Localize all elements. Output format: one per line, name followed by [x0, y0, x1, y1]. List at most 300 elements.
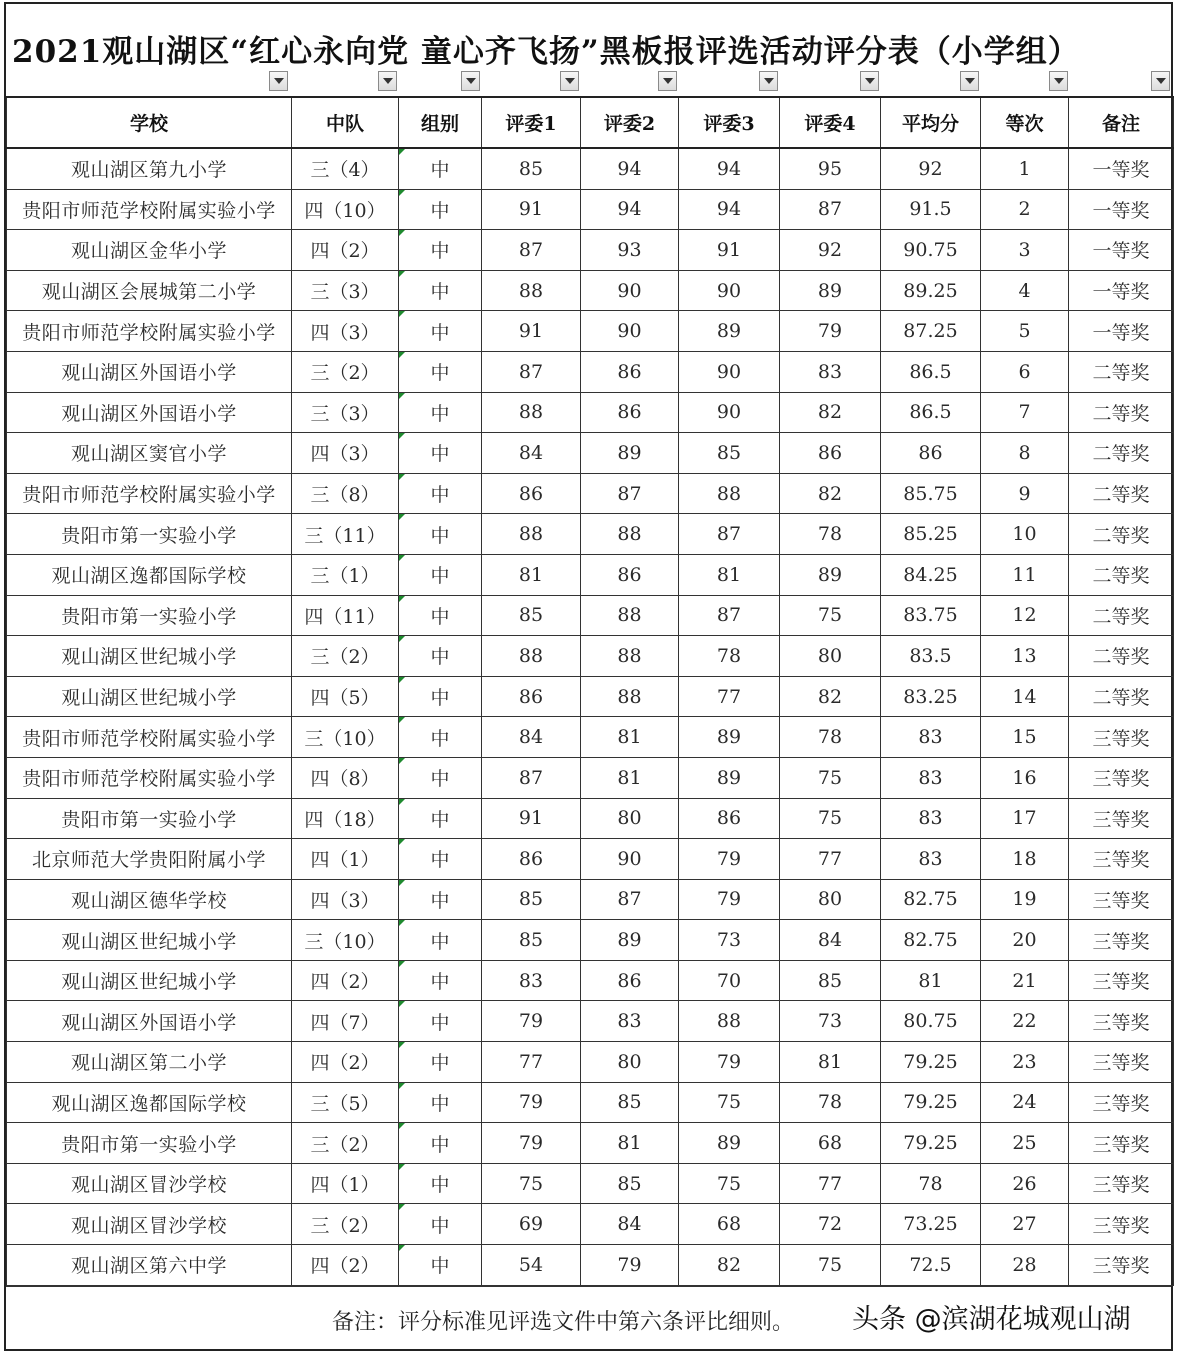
average-score-cell[interactable]: 79.25 — [881, 1123, 981, 1164]
judge4-score-cell[interactable]: 85 — [780, 960, 881, 1001]
award-cell[interactable]: 二等奖 — [1069, 636, 1174, 677]
squad-cell[interactable]: 三（10） — [292, 920, 399, 961]
group-cell[interactable]: 中 — [399, 148, 482, 189]
squad-cell[interactable]: 三（10） — [292, 717, 399, 758]
squad-cell[interactable]: 三（3） — [292, 270, 399, 311]
filter-dropdown-judge3[interactable] — [759, 71, 778, 91]
school-cell[interactable]: 贵阳市师范学校附属实验小学 — [7, 311, 292, 352]
rank-cell[interactable]: 10 — [981, 514, 1069, 555]
judge3-score-cell[interactable]: 87 — [679, 514, 780, 555]
judge3-score-cell[interactable]: 89 — [679, 757, 780, 798]
judge3-score-cell[interactable]: 68 — [679, 1204, 780, 1245]
award-cell[interactable]: 三等奖 — [1069, 920, 1174, 961]
judge3-score-cell[interactable]: 79 — [679, 879, 780, 920]
group-cell[interactable]: 中 — [399, 960, 482, 1001]
column-header-squad[interactable]: 中队 — [292, 97, 399, 148]
column-header-average[interactable]: 平均分 — [881, 97, 981, 148]
average-score-cell[interactable]: 83 — [881, 717, 981, 758]
group-cell[interactable]: 中 — [399, 1001, 482, 1042]
school-cell[interactable]: 贵阳市第一实验小学 — [7, 595, 292, 636]
judge2-score-cell[interactable]: 89 — [581, 433, 679, 474]
rank-cell[interactable]: 3 — [981, 230, 1069, 271]
rank-cell[interactable]: 6 — [981, 351, 1069, 392]
average-score-cell[interactable]: 83 — [881, 839, 981, 880]
judge3-score-cell[interactable]: 90 — [679, 392, 780, 433]
filter-dropdown-group[interactable] — [461, 71, 480, 91]
judge1-score-cell[interactable]: 86 — [482, 839, 581, 880]
rank-cell[interactable]: 18 — [981, 839, 1069, 880]
average-score-cell[interactable]: 83 — [881, 798, 981, 839]
judge1-score-cell[interactable]: 88 — [482, 636, 581, 677]
average-score-cell[interactable]: 73.25 — [881, 1204, 981, 1245]
squad-cell[interactable]: 四（10） — [292, 189, 399, 230]
judge3-score-cell[interactable]: 86 — [679, 798, 780, 839]
school-cell[interactable]: 观山湖区外国语小学 — [7, 1001, 292, 1042]
school-cell[interactable]: 观山湖区会展城第二小学 — [7, 270, 292, 311]
average-score-cell[interactable]: 83.25 — [881, 676, 981, 717]
school-cell[interactable]: 观山湖区金华小学 — [7, 230, 292, 271]
judge3-score-cell[interactable]: 77 — [679, 676, 780, 717]
judge1-score-cell[interactable]: 88 — [482, 392, 581, 433]
judge4-score-cell[interactable]: 75 — [780, 595, 881, 636]
judge1-score-cell[interactable]: 85 — [482, 148, 581, 189]
school-cell[interactable]: 贵阳市师范学校附属实验小学 — [7, 717, 292, 758]
average-score-cell[interactable]: 80.75 — [881, 1001, 981, 1042]
rank-cell[interactable]: 17 — [981, 798, 1069, 839]
award-cell[interactable]: 三等奖 — [1069, 717, 1174, 758]
rank-cell[interactable]: 11 — [981, 554, 1069, 595]
judge3-score-cell[interactable]: 79 — [679, 839, 780, 880]
squad-cell[interactable]: 四（3） — [292, 433, 399, 474]
rank-cell[interactable]: 13 — [981, 636, 1069, 677]
judge3-score-cell[interactable]: 73 — [679, 920, 780, 961]
award-cell[interactable]: 三等奖 — [1069, 1042, 1174, 1083]
squad-cell[interactable]: 四（1） — [292, 1163, 399, 1204]
judge1-score-cell[interactable]: 79 — [482, 1123, 581, 1164]
school-cell[interactable]: 贵阳市第一实验小学 — [7, 798, 292, 839]
judge4-score-cell[interactable]: 95 — [780, 148, 881, 189]
school-cell[interactable]: 观山湖区德华学校 — [7, 879, 292, 920]
filter-dropdown-judge2[interactable] — [658, 71, 677, 91]
average-score-cell[interactable]: 79.25 — [881, 1082, 981, 1123]
rank-cell[interactable]: 15 — [981, 717, 1069, 758]
school-cell[interactable]: 观山湖区逸都国际学校 — [7, 554, 292, 595]
filter-dropdown-judge1[interactable] — [560, 71, 579, 91]
judge3-score-cell[interactable]: 75 — [679, 1082, 780, 1123]
average-score-cell[interactable]: 84.25 — [881, 554, 981, 595]
award-cell[interactable]: 一等奖 — [1069, 311, 1174, 352]
judge3-score-cell[interactable]: 70 — [679, 960, 780, 1001]
judge1-score-cell[interactable]: 91 — [482, 189, 581, 230]
group-cell[interactable]: 中 — [399, 554, 482, 595]
filter-dropdown-average[interactable] — [960, 71, 979, 91]
award-cell[interactable]: 二等奖 — [1069, 514, 1174, 555]
group-cell[interactable]: 中 — [399, 189, 482, 230]
judge4-score-cell[interactable]: 82 — [780, 392, 881, 433]
group-cell[interactable]: 中 — [399, 676, 482, 717]
judge2-score-cell[interactable]: 88 — [581, 676, 679, 717]
judge1-score-cell[interactable]: 81 — [482, 554, 581, 595]
rank-cell[interactable]: 4 — [981, 270, 1069, 311]
rank-cell[interactable]: 1 — [981, 148, 1069, 189]
judge4-score-cell[interactable]: 80 — [780, 879, 881, 920]
average-score-cell[interactable]: 85.75 — [881, 473, 981, 514]
judge1-score-cell[interactable]: 86 — [482, 473, 581, 514]
school-cell[interactable]: 观山湖区外国语小学 — [7, 392, 292, 433]
rank-cell[interactable]: 16 — [981, 757, 1069, 798]
judge3-score-cell[interactable]: 85 — [679, 433, 780, 474]
group-cell[interactable]: 中 — [399, 1123, 482, 1164]
judge1-score-cell[interactable]: 84 — [482, 433, 581, 474]
group-cell[interactable]: 中 — [399, 1082, 482, 1123]
judge4-score-cell[interactable]: 92 — [780, 230, 881, 271]
column-header-judge3[interactable]: 评委3 — [679, 97, 780, 148]
judge4-score-cell[interactable]: 78 — [780, 514, 881, 555]
average-score-cell[interactable]: 86 — [881, 433, 981, 474]
award-cell[interactable]: 三等奖 — [1069, 1163, 1174, 1204]
judge4-score-cell[interactable]: 81 — [780, 1042, 881, 1083]
judge2-score-cell[interactable]: 85 — [581, 1163, 679, 1204]
squad-cell[interactable]: 三（2） — [292, 636, 399, 677]
judge4-score-cell[interactable]: 72 — [780, 1204, 881, 1245]
judge2-score-cell[interactable]: 88 — [581, 595, 679, 636]
award-cell[interactable]: 三等奖 — [1069, 1245, 1174, 1286]
school-cell[interactable]: 贵阳市第一实验小学 — [7, 1123, 292, 1164]
rank-cell[interactable]: 8 — [981, 433, 1069, 474]
average-score-cell[interactable]: 85.25 — [881, 514, 981, 555]
award-cell[interactable]: 一等奖 — [1069, 189, 1174, 230]
school-cell[interactable]: 贵阳市师范学校附属实验小学 — [7, 757, 292, 798]
rank-cell[interactable]: 22 — [981, 1001, 1069, 1042]
squad-cell[interactable]: 四（18） — [292, 798, 399, 839]
judge4-score-cell[interactable]: 75 — [780, 798, 881, 839]
rank-cell[interactable]: 23 — [981, 1042, 1069, 1083]
group-cell[interactable]: 中 — [399, 717, 482, 758]
judge2-score-cell[interactable]: 79 — [581, 1245, 679, 1286]
judge4-score-cell[interactable]: 75 — [780, 1245, 881, 1286]
rank-cell[interactable]: 26 — [981, 1163, 1069, 1204]
average-score-cell[interactable]: 83.5 — [881, 636, 981, 677]
column-header-judge1[interactable]: 评委1 — [482, 97, 581, 148]
school-cell[interactable]: 观山湖区世纪城小学 — [7, 676, 292, 717]
squad-cell[interactable]: 四（5） — [292, 676, 399, 717]
judge2-score-cell[interactable]: 81 — [581, 757, 679, 798]
rank-cell[interactable]: 19 — [981, 879, 1069, 920]
squad-cell[interactable]: 三（2） — [292, 1123, 399, 1164]
judge1-score-cell[interactable]: 85 — [482, 920, 581, 961]
judge1-score-cell[interactable]: 69 — [482, 1204, 581, 1245]
group-cell[interactable]: 中 — [399, 1042, 482, 1083]
award-cell[interactable]: 二等奖 — [1069, 473, 1174, 514]
award-cell[interactable]: 二等奖 — [1069, 433, 1174, 474]
judge1-score-cell[interactable]: 54 — [482, 1245, 581, 1286]
group-cell[interactable]: 中 — [399, 514, 482, 555]
judge4-score-cell[interactable]: 73 — [780, 1001, 881, 1042]
judge2-score-cell[interactable]: 90 — [581, 311, 679, 352]
judge1-score-cell[interactable]: 83 — [482, 960, 581, 1001]
column-header-group[interactable]: 组别 — [399, 97, 482, 148]
group-cell[interactable]: 中 — [399, 798, 482, 839]
school-cell[interactable]: 观山湖区逸都国际学校 — [7, 1082, 292, 1123]
squad-cell[interactable]: 三（2） — [292, 351, 399, 392]
rank-cell[interactable]: 7 — [981, 392, 1069, 433]
rank-cell[interactable]: 2 — [981, 189, 1069, 230]
judge2-score-cell[interactable]: 86 — [581, 351, 679, 392]
judge3-score-cell[interactable]: 94 — [679, 189, 780, 230]
group-cell[interactable]: 中 — [399, 636, 482, 677]
column-header-rank[interactable]: 等次 — [981, 97, 1069, 148]
judge2-score-cell[interactable]: 84 — [581, 1204, 679, 1245]
judge1-score-cell[interactable]: 79 — [482, 1001, 581, 1042]
squad-cell[interactable]: 三（5） — [292, 1082, 399, 1123]
judge1-score-cell[interactable]: 77 — [482, 1042, 581, 1083]
award-cell[interactable]: 三等奖 — [1069, 757, 1174, 798]
judge3-score-cell[interactable]: 89 — [679, 1123, 780, 1164]
judge2-score-cell[interactable]: 81 — [581, 1123, 679, 1164]
column-header-judge2[interactable]: 评委2 — [581, 97, 679, 148]
filter-dropdown-rank[interactable] — [1049, 71, 1068, 91]
award-cell[interactable]: 一等奖 — [1069, 148, 1174, 189]
rank-cell[interactable]: 9 — [981, 473, 1069, 514]
group-cell[interactable]: 中 — [399, 230, 482, 271]
group-cell[interactable]: 中 — [399, 433, 482, 474]
judge1-score-cell[interactable]: 85 — [482, 879, 581, 920]
average-score-cell[interactable]: 78 — [881, 1163, 981, 1204]
judge1-score-cell[interactable]: 79 — [482, 1082, 581, 1123]
average-score-cell[interactable]: 83 — [881, 757, 981, 798]
judge4-score-cell[interactable]: 77 — [780, 1163, 881, 1204]
average-score-cell[interactable]: 87.25 — [881, 311, 981, 352]
rank-cell[interactable]: 24 — [981, 1082, 1069, 1123]
award-cell[interactable]: 二等奖 — [1069, 392, 1174, 433]
school-cell[interactable]: 北京师范大学贵阳附属小学 — [7, 839, 292, 880]
judge1-score-cell[interactable]: 86 — [482, 676, 581, 717]
judge3-score-cell[interactable]: 89 — [679, 311, 780, 352]
judge2-score-cell[interactable]: 80 — [581, 798, 679, 839]
judge2-score-cell[interactable]: 83 — [581, 1001, 679, 1042]
award-cell[interactable]: 二等奖 — [1069, 351, 1174, 392]
judge1-score-cell[interactable]: 88 — [482, 514, 581, 555]
judge4-score-cell[interactable]: 83 — [780, 351, 881, 392]
judge1-score-cell[interactable]: 87 — [482, 757, 581, 798]
judge4-score-cell[interactable]: 78 — [780, 1082, 881, 1123]
average-score-cell[interactable]: 86.5 — [881, 392, 981, 433]
column-header-note[interactable]: 备注 — [1069, 97, 1174, 148]
judge4-score-cell[interactable]: 87 — [780, 189, 881, 230]
school-cell[interactable]: 贵阳市师范学校附属实验小学 — [7, 473, 292, 514]
judge3-score-cell[interactable]: 90 — [679, 270, 780, 311]
squad-cell[interactable]: 四（2） — [292, 960, 399, 1001]
squad-cell[interactable]: 四（2） — [292, 230, 399, 271]
average-score-cell[interactable]: 91.5 — [881, 189, 981, 230]
group-cell[interactable]: 中 — [399, 351, 482, 392]
average-score-cell[interactable]: 79.25 — [881, 1042, 981, 1083]
judge4-score-cell[interactable]: 68 — [780, 1123, 881, 1164]
judge4-score-cell[interactable]: 82 — [780, 473, 881, 514]
school-cell[interactable]: 观山湖区世纪城小学 — [7, 960, 292, 1001]
rank-cell[interactable]: 25 — [981, 1123, 1069, 1164]
judge3-score-cell[interactable]: 88 — [679, 473, 780, 514]
group-cell[interactable]: 中 — [399, 920, 482, 961]
squad-cell[interactable]: 四（2） — [292, 1042, 399, 1083]
squad-cell[interactable]: 三（3） — [292, 392, 399, 433]
average-score-cell[interactable]: 92 — [881, 148, 981, 189]
group-cell[interactable]: 中 — [399, 1163, 482, 1204]
school-cell[interactable]: 观山湖区第二小学 — [7, 1042, 292, 1083]
rank-cell[interactable]: 5 — [981, 311, 1069, 352]
filter-dropdown-note[interactable] — [1151, 71, 1170, 91]
judge1-score-cell[interactable]: 91 — [482, 798, 581, 839]
judge2-score-cell[interactable]: 86 — [581, 960, 679, 1001]
judge4-score-cell[interactable]: 80 — [780, 636, 881, 677]
award-cell[interactable]: 三等奖 — [1069, 1001, 1174, 1042]
squad-cell[interactable]: 四（8） — [292, 757, 399, 798]
judge3-score-cell[interactable]: 89 — [679, 717, 780, 758]
judge2-score-cell[interactable]: 87 — [581, 473, 679, 514]
average-score-cell[interactable]: 86.5 — [881, 351, 981, 392]
rank-cell[interactable]: 21 — [981, 960, 1069, 1001]
school-cell[interactable]: 贵阳市师范学校附属实验小学 — [7, 189, 292, 230]
award-cell[interactable]: 三等奖 — [1069, 1204, 1174, 1245]
average-score-cell[interactable]: 83.75 — [881, 595, 981, 636]
judge2-score-cell[interactable]: 90 — [581, 839, 679, 880]
award-cell[interactable]: 三等奖 — [1069, 798, 1174, 839]
judge2-score-cell[interactable]: 86 — [581, 392, 679, 433]
judge2-score-cell[interactable]: 89 — [581, 920, 679, 961]
judge2-score-cell[interactable]: 88 — [581, 514, 679, 555]
judge4-score-cell[interactable]: 82 — [780, 676, 881, 717]
judge4-score-cell[interactable]: 79 — [780, 311, 881, 352]
rank-cell[interactable]: 20 — [981, 920, 1069, 961]
rank-cell[interactable]: 14 — [981, 676, 1069, 717]
award-cell[interactable]: 三等奖 — [1069, 1082, 1174, 1123]
filter-dropdown-school[interactable] — [269, 71, 288, 91]
squad-cell[interactable]: 四（3） — [292, 311, 399, 352]
filter-dropdown-judge4[interactable] — [860, 71, 879, 91]
group-cell[interactable]: 中 — [399, 392, 482, 433]
judge4-score-cell[interactable]: 84 — [780, 920, 881, 961]
school-cell[interactable]: 观山湖区冒沙学校 — [7, 1204, 292, 1245]
filter-dropdown-squad[interactable] — [378, 71, 397, 91]
judge4-score-cell[interactable]: 86 — [780, 433, 881, 474]
school-cell[interactable]: 贵阳市第一实验小学 — [7, 514, 292, 555]
judge2-score-cell[interactable]: 86 — [581, 554, 679, 595]
squad-cell[interactable]: 三（4） — [292, 148, 399, 189]
judge1-score-cell[interactable]: 87 — [482, 351, 581, 392]
group-cell[interactable]: 中 — [399, 757, 482, 798]
judge3-score-cell[interactable]: 79 — [679, 1042, 780, 1083]
average-score-cell[interactable]: 89.25 — [881, 270, 981, 311]
squad-cell[interactable]: 三（11） — [292, 514, 399, 555]
school-cell[interactable]: 观山湖区外国语小学 — [7, 351, 292, 392]
judge3-score-cell[interactable]: 87 — [679, 595, 780, 636]
squad-cell[interactable]: 四（2） — [292, 1245, 399, 1286]
judge3-score-cell[interactable]: 75 — [679, 1163, 780, 1204]
average-score-cell[interactable]: 82.75 — [881, 920, 981, 961]
school-cell[interactable]: 观山湖区世纪城小学 — [7, 920, 292, 961]
judge2-score-cell[interactable]: 93 — [581, 230, 679, 271]
average-score-cell[interactable]: 82.75 — [881, 879, 981, 920]
group-cell[interactable]: 中 — [399, 311, 482, 352]
judge3-score-cell[interactable]: 91 — [679, 230, 780, 271]
judge1-score-cell[interactable]: 91 — [482, 311, 581, 352]
judge4-score-cell[interactable]: 77 — [780, 839, 881, 880]
squad-cell[interactable]: 四（7） — [292, 1001, 399, 1042]
award-cell[interactable]: 一等奖 — [1069, 270, 1174, 311]
judge2-score-cell[interactable]: 94 — [581, 148, 679, 189]
judge1-score-cell[interactable]: 88 — [482, 270, 581, 311]
squad-cell[interactable]: 三（1） — [292, 554, 399, 595]
rank-cell[interactable]: 12 — [981, 595, 1069, 636]
group-cell[interactable]: 中 — [399, 879, 482, 920]
squad-cell[interactable]: 四（1） — [292, 839, 399, 880]
judge2-score-cell[interactable]: 94 — [581, 189, 679, 230]
judge2-score-cell[interactable]: 85 — [581, 1082, 679, 1123]
judge4-score-cell[interactable]: 89 — [780, 270, 881, 311]
award-cell[interactable]: 三等奖 — [1069, 960, 1174, 1001]
column-header-judge4[interactable]: 评委4 — [780, 97, 881, 148]
judge1-score-cell[interactable]: 84 — [482, 717, 581, 758]
award-cell[interactable]: 三等奖 — [1069, 879, 1174, 920]
judge1-score-cell[interactable]: 85 — [482, 595, 581, 636]
judge3-score-cell[interactable]: 90 — [679, 351, 780, 392]
rank-cell[interactable]: 28 — [981, 1245, 1069, 1286]
school-cell[interactable]: 观山湖区第九小学 — [7, 148, 292, 189]
group-cell[interactable]: 中 — [399, 595, 482, 636]
award-cell[interactable]: 二等奖 — [1069, 554, 1174, 595]
award-cell[interactable]: 二等奖 — [1069, 676, 1174, 717]
judge2-score-cell[interactable]: 88 — [581, 636, 679, 677]
squad-cell[interactable]: 四（11） — [292, 595, 399, 636]
judge3-score-cell[interactable]: 94 — [679, 148, 780, 189]
judge2-score-cell[interactable]: 87 — [581, 879, 679, 920]
squad-cell[interactable]: 四（3） — [292, 879, 399, 920]
judge4-score-cell[interactable]: 78 — [780, 717, 881, 758]
school-cell[interactable]: 观山湖区窦官小学 — [7, 433, 292, 474]
award-cell[interactable]: 一等奖 — [1069, 230, 1174, 271]
judge1-score-cell[interactable]: 87 — [482, 230, 581, 271]
school-cell[interactable]: 观山湖区第六中学 — [7, 1245, 292, 1286]
judge3-score-cell[interactable]: 82 — [679, 1245, 780, 1286]
award-cell[interactable]: 三等奖 — [1069, 1123, 1174, 1164]
judge1-score-cell[interactable]: 75 — [482, 1163, 581, 1204]
judge3-score-cell[interactable]: 78 — [679, 636, 780, 677]
judge2-score-cell[interactable]: 81 — [581, 717, 679, 758]
award-cell[interactable]: 二等奖 — [1069, 595, 1174, 636]
award-cell[interactable]: 三等奖 — [1069, 839, 1174, 880]
group-cell[interactable]: 中 — [399, 1245, 482, 1286]
average-score-cell[interactable]: 90.75 — [881, 230, 981, 271]
group-cell[interactable]: 中 — [399, 839, 482, 880]
average-score-cell[interactable]: 81 — [881, 960, 981, 1001]
group-cell[interactable]: 中 — [399, 270, 482, 311]
judge4-score-cell[interactable]: 89 — [780, 554, 881, 595]
column-header-school[interactable]: 学校 — [7, 97, 292, 148]
judge3-score-cell[interactable]: 81 — [679, 554, 780, 595]
group-cell[interactable]: 中 — [399, 473, 482, 514]
squad-cell[interactable]: 三（8） — [292, 473, 399, 514]
group-cell[interactable]: 中 — [399, 1204, 482, 1245]
rank-cell[interactable]: 27 — [981, 1204, 1069, 1245]
judge2-score-cell[interactable]: 80 — [581, 1042, 679, 1083]
judge4-score-cell[interactable]: 75 — [780, 757, 881, 798]
squad-cell[interactable]: 三（2） — [292, 1204, 399, 1245]
average-score-cell[interactable]: 72.5 — [881, 1245, 981, 1286]
school-cell[interactable]: 观山湖区冒沙学校 — [7, 1163, 292, 1204]
school-cell[interactable]: 观山湖区世纪城小学 — [7, 636, 292, 677]
judge2-score-cell[interactable]: 90 — [581, 270, 679, 311]
judge3-score-cell[interactable]: 88 — [679, 1001, 780, 1042]
